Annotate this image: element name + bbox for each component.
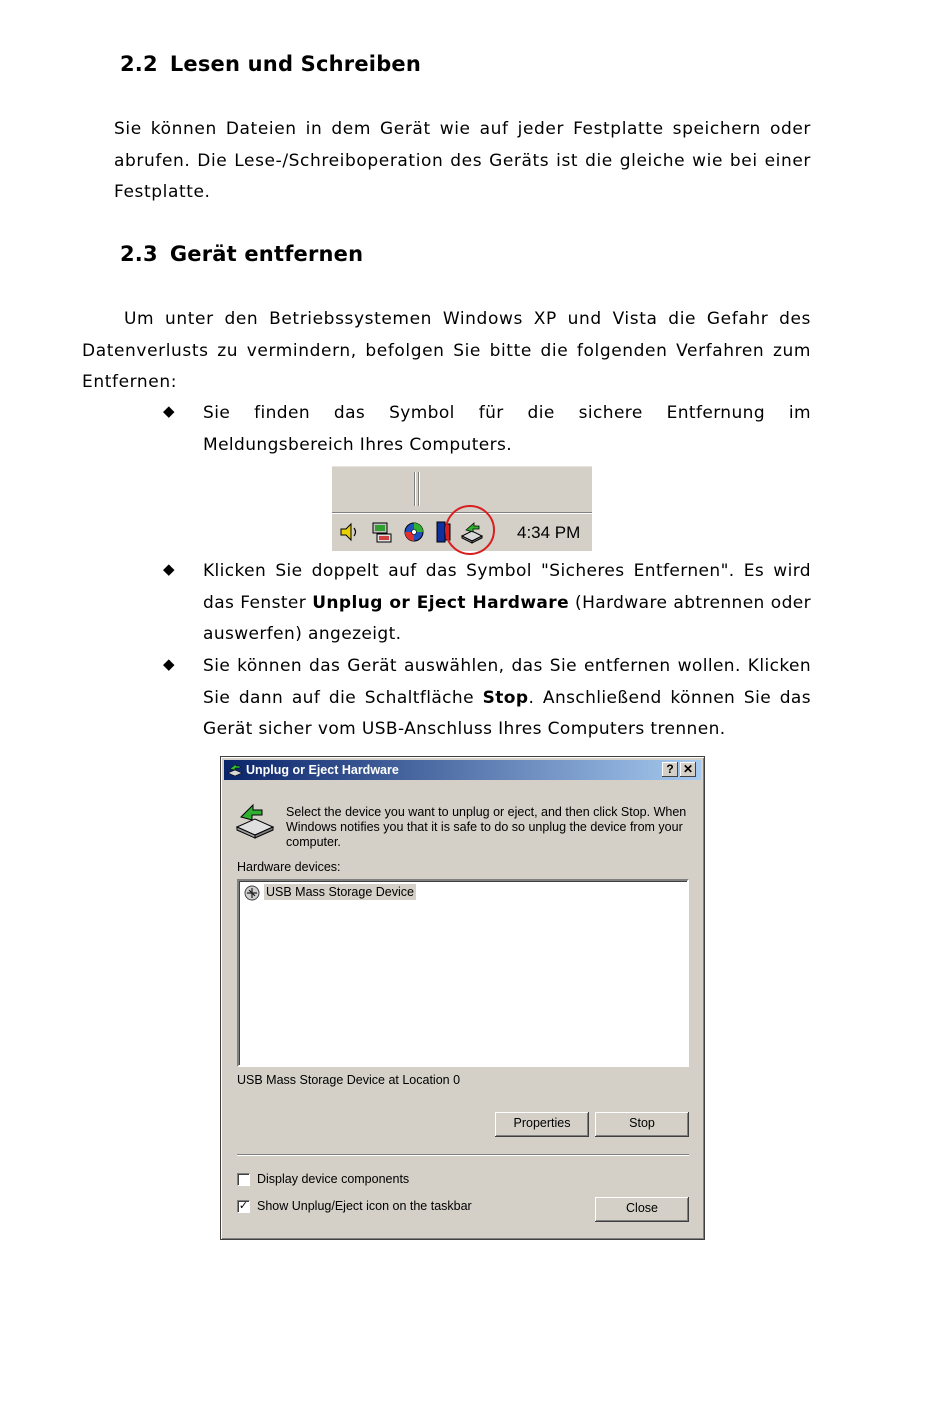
show-icon-label[interactable]: Show Unplug/Eject icon on the taskbar bbox=[257, 1199, 472, 1213]
dialog-description: Select the device you want to unplug or eject, and then click Stop. When Windows notifies you that it is safe to do so unplug the device from your computer. bbox=[286, 805, 687, 849]
bullet-marker: ◆ bbox=[163, 560, 175, 578]
bullet-marker: ◆ bbox=[163, 655, 175, 673]
network-icon[interactable] bbox=[370, 520, 394, 544]
bullet-text-part: . Anschließend können Sie das Gerät sicher vom USB-Anschluss Ihres Computers trennen. bbox=[203, 687, 811, 740]
stop-button[interactable]: Stop bbox=[595, 1112, 689, 1137]
close-button[interactable]: Close bbox=[595, 1197, 689, 1222]
taskbar-segment bbox=[418, 472, 593, 506]
usb-device-icon bbox=[243, 884, 261, 902]
hardware-devices-label: Hardware devices: bbox=[237, 860, 341, 874]
bullet-text-part: Klicken Sie doppelt auf das Symbol "Sicheres Entfernen". Es wird das Fenster bbox=[203, 561, 811, 613]
tray-top-edge bbox=[332, 464, 592, 467]
show-icon-checkbox[interactable]: ✓ bbox=[238, 1200, 249, 1212]
taskbar-segment bbox=[332, 472, 415, 506]
dialog-title: Unplug or Eject Hardware bbox=[246, 763, 399, 777]
section-title: Lesen und Schreiben bbox=[169, 52, 422, 76]
separator bbox=[237, 1154, 689, 1156]
paragraph-remove-device: Um unter den Betriebssystemen Windows XP und Vista die Gefahr des Datenverlusts zu vermindern, befolgen Sie bitte die folgenden Verfahren zum Entfernen: bbox=[82, 309, 811, 393]
dialog-titlebar[interactable] bbox=[224, 760, 701, 780]
bullet-bold-text: Unplug or Eject Hardware bbox=[312, 592, 570, 613]
hardware-remove-icon bbox=[235, 799, 275, 839]
bullet-text-2 bbox=[203, 556, 811, 651]
section-number: 2.2 bbox=[120, 52, 158, 76]
hardware-devices-list[interactable] bbox=[237, 879, 689, 1067]
section-heading-2-2 bbox=[120, 52, 421, 76]
bullet-bold-text: Stop bbox=[482, 687, 529, 708]
bullet-text-3 bbox=[203, 651, 811, 746]
display-components-checkbox[interactable] bbox=[237, 1173, 250, 1186]
highlight-circle bbox=[445, 505, 495, 555]
paragraph-read-write: Sie können Dateien in dem Gerät wie auf jeder Festplatte speichern oder abrufen. Die Lese-/Schreiboperation des Geräts ist die gleiche wie bei einer Festplatte. bbox=[114, 119, 811, 203]
bullet-marker: ◆ bbox=[163, 402, 175, 420]
safely-remove-hardware-icon bbox=[227, 762, 243, 778]
close-x-button[interactable]: ✕ bbox=[680, 762, 696, 777]
section-number: 2.3 bbox=[120, 242, 158, 266]
media-icon[interactable] bbox=[402, 520, 426, 544]
section-heading-2-3 bbox=[120, 242, 363, 266]
help-button[interactable]: ? bbox=[662, 762, 678, 777]
section-title: Gerät entfernen bbox=[169, 242, 364, 266]
device-name: USB Mass Storage Device bbox=[266, 885, 414, 899]
speaker-icon[interactable] bbox=[338, 520, 362, 544]
bullet-text-part: Sie können das Gerät auswählen, das Sie entfernen wollen. Klicken Sie dann auf die Schaltfläche bbox=[203, 656, 811, 708]
unplug-eject-dialog bbox=[220, 756, 705, 1240]
tray-clock: 4:34 PM bbox=[517, 523, 581, 542]
display-components-label[interactable]: Display device components bbox=[257, 1172, 410, 1186]
properties-button[interactable]: Properties bbox=[495, 1112, 589, 1137]
bullet-text-part: (Hardware abtrennen oder auswerfen) angezeigt. bbox=[203, 592, 812, 645]
device-status: USB Mass Storage Device at Location 0 bbox=[237, 1073, 461, 1087]
bullet-text-1: Sie finden das Symbol für die sichere Entfernung im Meldungsbereich Ihres Computers. bbox=[203, 403, 811, 455]
